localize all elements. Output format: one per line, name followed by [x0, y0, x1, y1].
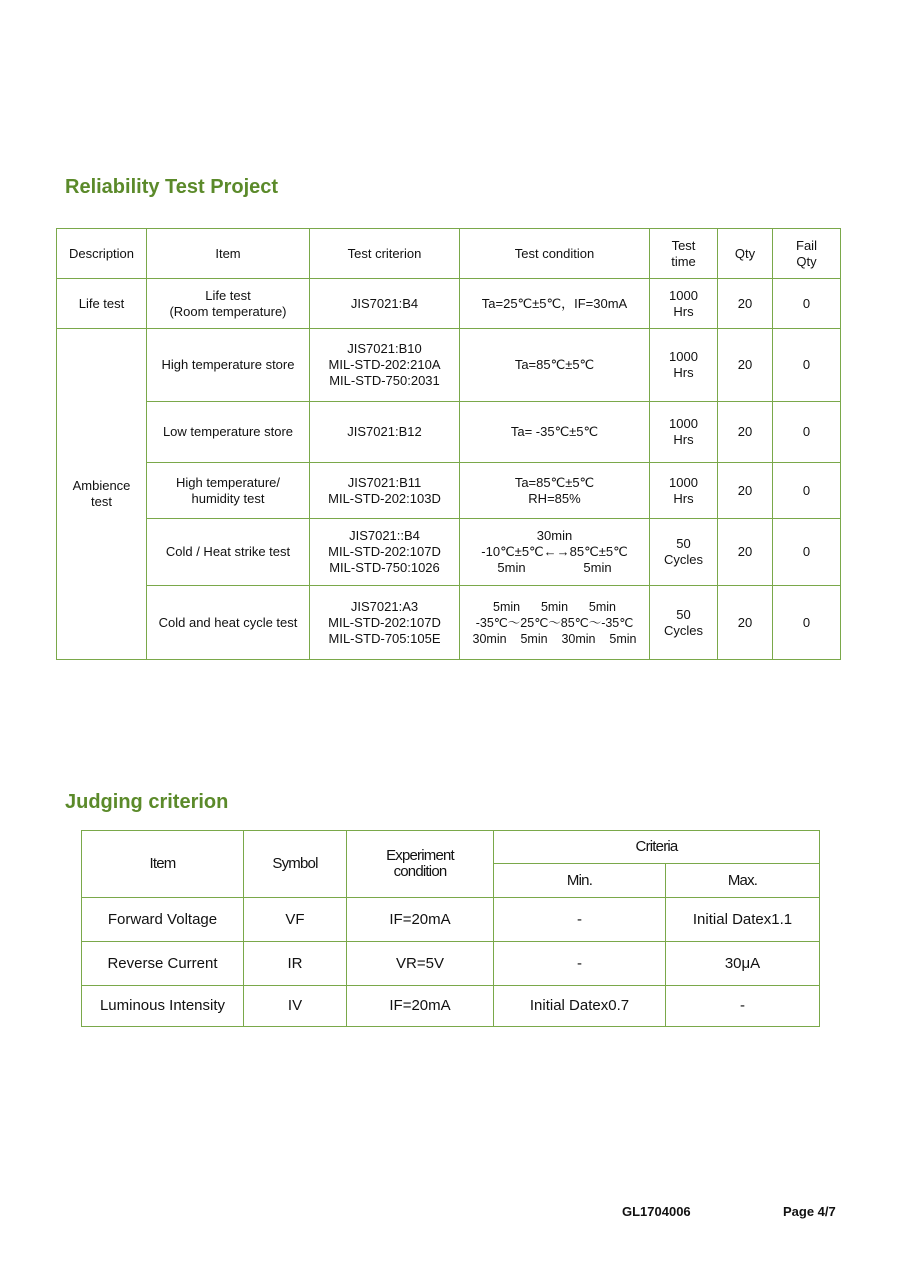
- header-fail-qty: Fail Qty: [773, 229, 841, 279]
- reliability-title: Reliability Test Project: [65, 176, 279, 198]
- cell-symbol: IV: [244, 986, 347, 1027]
- header-criteria: Criteria: [494, 831, 820, 864]
- cell-item: Luminous Intensity: [82, 986, 244, 1027]
- cell-condition: 5min 5min 5min -35℃～25℃～85℃～-35℃ 30min 5min 30min 5min: [460, 586, 650, 660]
- table-row: [82, 898, 820, 942]
- cell-fail-qty: 0: [773, 279, 841, 329]
- header-item: Item: [82, 831, 244, 898]
- cell-test-time: 50 Cycles: [650, 519, 718, 586]
- reliability-test-table: [56, 228, 841, 660]
- cell-qty: 20: [718, 586, 773, 660]
- cell-min: -: [494, 942, 666, 986]
- table-row: [57, 519, 841, 586]
- cell-item: Forward Voltage: [82, 898, 244, 942]
- cell-fail-qty: 0: [773, 463, 841, 519]
- table-row: [82, 942, 820, 986]
- cell-test-time: 1000 Hrs: [650, 463, 718, 519]
- cell-max: 30μA: [666, 942, 820, 986]
- table-header-row: [82, 831, 820, 864]
- header-symbol: Symbol: [244, 831, 347, 898]
- table-row: [82, 986, 820, 1027]
- cell-condition: Ta=85℃±5℃: [460, 329, 650, 402]
- cell-condition: Ta=25℃±5℃，IF=30mA: [460, 279, 650, 329]
- header-criterion: Test criterion: [310, 229, 460, 279]
- cell-test-time: 50 Cycles: [650, 586, 718, 660]
- cell-symbol: VF: [244, 898, 347, 942]
- cell-criterion: JIS7021::B4 MIL-STD-202:107D MIL-STD-750:1026: [310, 519, 460, 586]
- cell-criterion: JIS7021:B11 MIL-STD-202:103D: [310, 463, 460, 519]
- cell-condition: VR=5V: [347, 942, 494, 986]
- cell-criterion: JIS7021:B10 MIL-STD-202:210A MIL-STD-750:2031: [310, 329, 460, 402]
- cell-item: Low temperature store: [147, 402, 310, 463]
- cell-criterion: JIS7021:B12: [310, 402, 460, 463]
- header-item: Item: [147, 229, 310, 279]
- cell-min: -: [494, 898, 666, 942]
- cell-qty: 20: [718, 329, 773, 402]
- cell-criterion: JIS7021:A3 MIL-STD-202:107D MIL-STD-705:105E: [310, 586, 460, 660]
- header-description: Description: [57, 229, 147, 279]
- header-min: Min.: [494, 864, 666, 898]
- cell-fail-qty: 0: [773, 586, 841, 660]
- header-condition: Test condition: [460, 229, 650, 279]
- cell-min: Initial Datex0.7: [494, 986, 666, 1027]
- cell-symbol: IR: [244, 942, 347, 986]
- table-row: [57, 279, 841, 329]
- judging-title: Judging criterion: [65, 791, 229, 813]
- cell-qty: 20: [718, 463, 773, 519]
- cell-test-time: 1000 Hrs: [650, 329, 718, 402]
- cell-qty: 20: [718, 279, 773, 329]
- table-row: [57, 586, 841, 660]
- cell-item: Life test (Room temperature): [147, 279, 310, 329]
- cell-condition: Ta= -35℃±5℃: [460, 402, 650, 463]
- cell-max: -: [666, 986, 820, 1027]
- header-qty: Qty: [718, 229, 773, 279]
- table-row: [57, 463, 841, 519]
- cell-qty: 20: [718, 519, 773, 586]
- cell-max: Initial Datex1.1: [666, 898, 820, 942]
- cell-qty: 20: [718, 402, 773, 463]
- table-header-row: [57, 229, 841, 279]
- cell-fail-qty: 0: [773, 402, 841, 463]
- cell-condition: 30min -10℃±5℃←→85℃±5℃ 5min 5min: [460, 519, 650, 586]
- cell-fail-qty: 0: [773, 519, 841, 586]
- page-number: Page 4/7: [783, 1204, 836, 1219]
- cell-test-time: 1000 Hrs: [650, 279, 718, 329]
- cell-condition: IF=20mA: [347, 898, 494, 942]
- header-experiment-condition: Experiment condition: [347, 831, 494, 898]
- header-test-time: Test time: [650, 229, 718, 279]
- cell-test-time: 1000 Hrs: [650, 402, 718, 463]
- cell-description: Life test: [57, 279, 147, 329]
- cell-item: High temperature store: [147, 329, 310, 402]
- cell-item: Reverse Current: [82, 942, 244, 986]
- table-row: [57, 402, 841, 463]
- cell-condition: IF=20mA: [347, 986, 494, 1027]
- cell-condition: Ta=85℃±5℃ RH=85%: [460, 463, 650, 519]
- judging-criterion-table: [81, 830, 820, 1027]
- cell-description: Ambience test: [57, 329, 147, 660]
- header-max: Max.: [666, 864, 820, 898]
- cell-item: Cold / Heat strike test: [147, 519, 310, 586]
- cell-item: High temperature/ humidity test: [147, 463, 310, 519]
- table-row: [57, 329, 841, 402]
- cell-criterion: JIS7021:B4: [310, 279, 460, 329]
- document-code: GL1704006: [622, 1204, 691, 1219]
- cell-item: Cold and heat cycle test: [147, 586, 310, 660]
- cell-fail-qty: 0: [773, 329, 841, 402]
